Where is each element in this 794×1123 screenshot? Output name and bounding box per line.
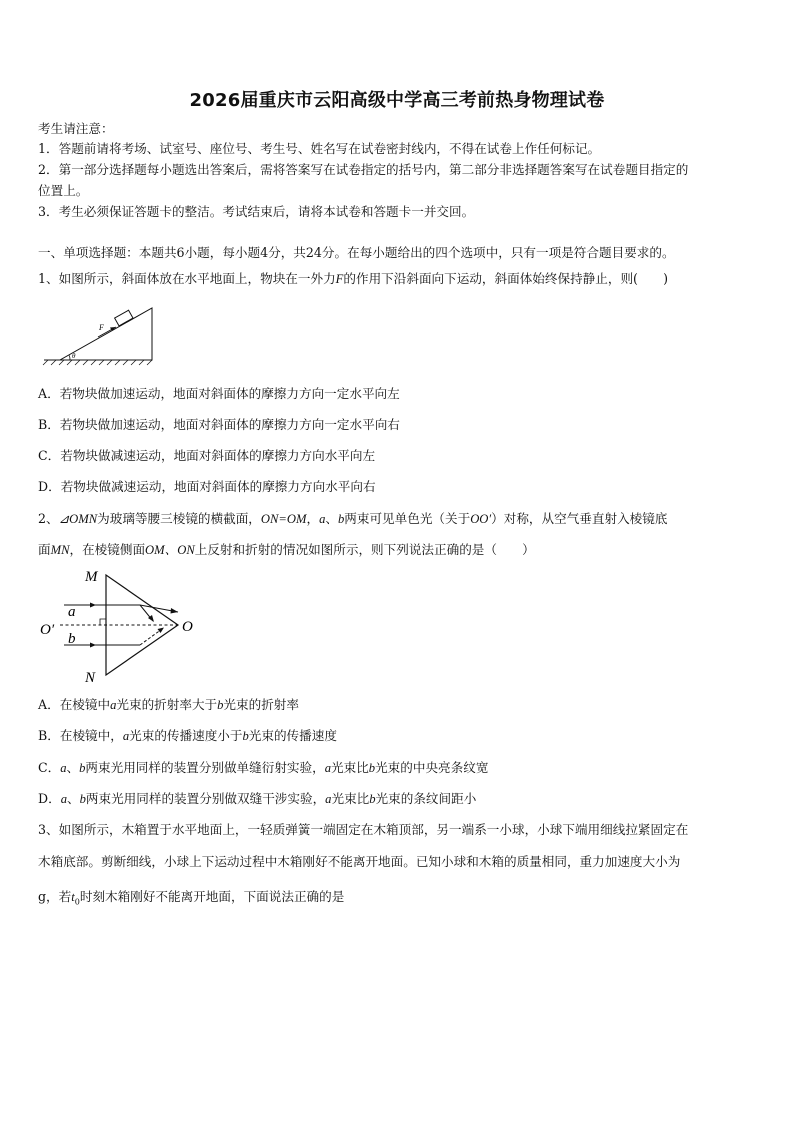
block [115,310,133,326]
notice-item-3: 3．考生必须保证答题卡的整洁。考试结束后，请将本试卷和答题卡一并交回。 [38,204,475,219]
label-O-prime: O′ [40,622,55,638]
q2-option-a: A．在棱镜中a光束的折射率大于b光束的折射率 [38,697,299,712]
label-a: a [68,604,76,620]
label-M: M [85,569,98,585]
ray-b-reflected [140,629,162,645]
q2-option-d: D．a、b两束光用同样的装置分别做双缝干涉实验，a光束比b光束的条纹间距小 [38,791,477,806]
incline-figure [40,300,170,370]
ray-b-arrow [90,643,96,648]
angle-arc [69,355,70,360]
right-angle-mark [100,619,106,625]
angle-label: θ [72,352,76,360]
notice-item-2: 2．第一部分选择题每小题选出答案后，需将答案写在试卷指定的括号内，第二部分非选择题答案写在试卷题目指定的 [38,162,689,177]
notice-item-2-cont: 位置上。 [38,183,89,198]
ray-a-refracted-arrow [171,608,179,614]
label-b: b [68,631,76,647]
q1-option-a: A．若物块做加速运动，地面对斜面体的摩擦力方向一定水平向左 [38,386,400,401]
force-label: F [99,323,104,332]
ray-a-arrow [90,603,96,608]
label-O: O [182,619,193,635]
notice-item-1: 1．答题前请将考场、试室号、座位号、考生号、姓名写在试卷密封线内，不得在试卷上作任何标记。 [38,141,601,156]
q1-option-b: B．若物块做加速运动，地面对斜面体的摩擦力方向一定水平向右 [38,417,400,432]
q2-stem-line1: 2、⊿OMN为玻璃等腰三棱镜的横截面，ON=OM，a、b两束可见单色光（关于OO′）对称，从空气垂直射入棱镜底 [38,511,668,526]
label-N: N [85,670,96,685]
ground-hatching [43,360,152,365]
notice-heading: 考生请注意： [38,121,114,136]
q3-stem-line2: 木箱底部。剪断细线，小球上下运动过程中木箱刚好不能离开地面。已知小球和木箱的质量相同，重力加速度大小为 [38,854,681,869]
q3-stem-line1: 3、如图所示，木箱置于水平地面上，一轻质弹簧一端固定在木箱顶部，另一端系一小球，小球下端用细线拉紧固定在 [38,822,689,837]
section-heading: 一、单项选择题：本题共6小题，每小题4分，共24分。在每小题给出的四个选项中，只有一项是符合题目要求的。 [38,245,675,260]
q2-option-b: B．在棱镜中，a光束的传播速度小于b光束的传播速度 [38,728,337,743]
q1-option-c: C．若物块做减速运动，地面对斜面体的摩擦力方向水平向左 [38,448,376,463]
q3-stem-line3: g，若$t_0$时刻木箱刚好不能离开地面，下面说法正确的是 [38,889,345,907]
page-title: 2026届重庆市云阳高级中学高三考前热身物理试卷 [189,90,605,111]
prism-figure [36,563,206,685]
q2-stem-line2: 面MN，在棱镜侧面OM、ON上反射和折射的情况如图所示，则下列说法正确的是（ ） [38,542,535,557]
q1-option-d: D．若物块做减速运动，地面对斜面体的摩擦力方向水平向右 [38,479,376,494]
q1-stem: 1、如图所示，斜面体放在水平地面上，物块在一外力F的作用下沿斜面向下运动，斜面体始终保持静止，则( ) [38,271,669,286]
q2-option-c: C．a、b两束光用同样的装置分别做单缝衍射实验，a光束比b光束的中央亮条纹宽 [38,760,489,775]
